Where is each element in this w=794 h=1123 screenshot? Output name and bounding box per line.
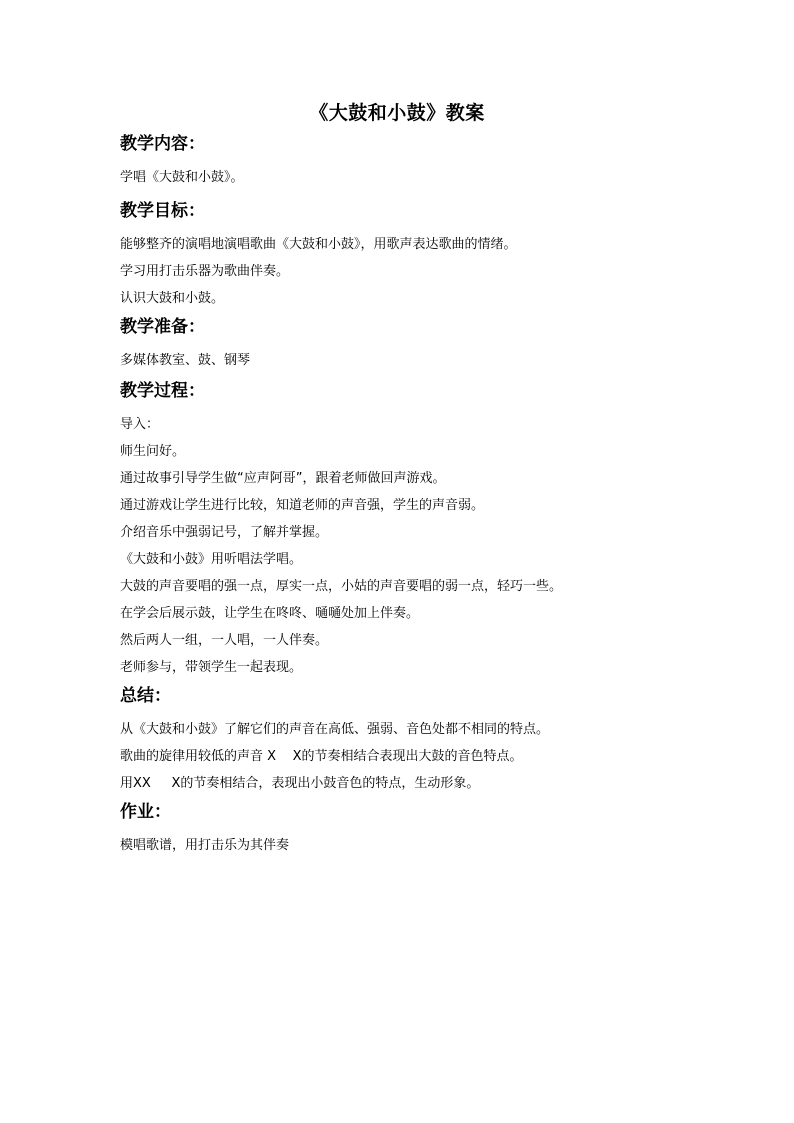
paragraph: 介绍音乐中强弱记号，了解并掌握。 (120, 525, 329, 540)
section-teaching-content (120, 134, 720, 186)
paragraph: 在学会后展示鼓，让学生在咚咚、嗵嗵处加上伴奏。 (120, 606, 420, 621)
section-teaching-goals (120, 201, 720, 307)
section-summary (120, 686, 720, 792)
section-heading: 作业： (120, 802, 171, 822)
paragraph: 通过游戏让学生进行比较，知道老师的声音强，学生的声音弱。 (120, 498, 485, 513)
paragraph: 模唱歌谱，用打击乐为其伴奏 (120, 838, 290, 853)
document-body (120, 134, 720, 854)
paragraph: 老师参与，带领学生一起表现。 (120, 660, 303, 675)
section-homework (120, 802, 720, 854)
paragraph: 从《大鼓和小鼓》了解它们的声音在高低、强弱、音色处都不相同的特点。 (120, 722, 550, 737)
section-heading: 教学目标： (120, 201, 205, 221)
paragraph: 学唱《大鼓和小鼓》。 (120, 170, 244, 185)
paragraph: 多媒体教室、鼓、钢琴 (120, 353, 251, 368)
paragraph: 通过故事引导学生做“应声阿哥”，跟着老师做回声游戏。 (120, 471, 446, 486)
section-heading: 教学准备： (120, 317, 205, 337)
paragraph: 认识大鼓和小鼓。 (120, 291, 225, 306)
section-teaching-preparation (120, 317, 720, 369)
paragraph: 导入： (120, 417, 160, 432)
section-heading: 总结： (120, 686, 171, 706)
paragraph: 师生问好。 (120, 444, 186, 459)
section-heading: 教学过程： (120, 381, 205, 401)
paragraph: 学习用打击乐器为歌曲伴奏。 (120, 264, 290, 279)
section-teaching-process (120, 381, 720, 676)
paragraph: 用XX X的节奏相结合，表现出小鼓音色的特点，生动形象。 (120, 776, 480, 791)
paragraph: 大鼓的声音要唱的强一点，厚实一点，小姑的声音要唱的弱一点，轻巧一些。 (120, 579, 563, 594)
paragraph: 歌曲的旋律用较低的声音 X X的节奏相结合表现出大鼓的音色特点。 (120, 749, 523, 764)
section-heading: 教学内容： (120, 134, 205, 154)
paragraph: 《大鼓和小鼓》用听唱法学唱。 (120, 552, 303, 567)
document-title: 《大鼓和小鼓》教案 (309, 102, 485, 124)
paragraph: 然后两人一组，一人唱，一人伴奏。 (120, 633, 329, 648)
paragraph: 能够整齐的演唱地演唱歌曲《大鼓和小鼓》，用歌声表达歌曲的情绪。 (120, 237, 517, 252)
